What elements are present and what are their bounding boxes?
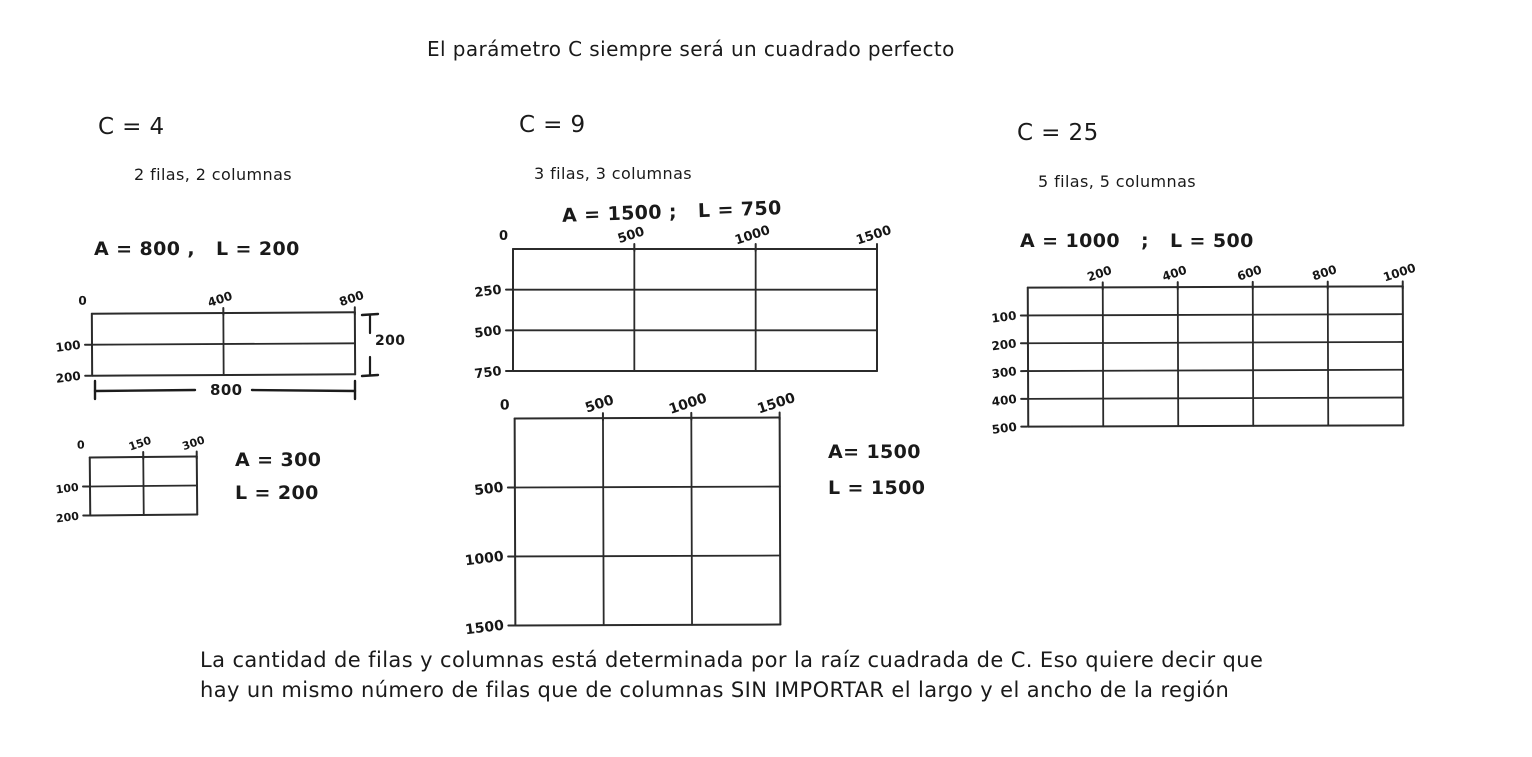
svg-text:1500: 1500	[854, 222, 894, 249]
panel-c4-aside	[235, 449, 321, 504]
grid-svg	[54, 287, 366, 386]
aside-c4-length: L = 200	[235, 482, 319, 504]
panel-c25-subheading: 5 filas, 5 columnas	[1038, 172, 1197, 191]
panel-c4-params: A = 800 , L = 200	[94, 238, 300, 260]
svg-text:200: 200	[990, 336, 1018, 354]
svg-text:250: 250	[473, 282, 503, 301]
svg-text:400: 400	[1160, 262, 1189, 284]
svg-text:1000: 1000	[667, 390, 710, 418]
svg-text:500: 500	[616, 224, 647, 247]
svg-text:100: 100	[54, 337, 82, 355]
footer-line-1: La cantidad de filas y columnas está determinada por la raíz cuadrada de C. Eso quiere decir que	[200, 648, 1264, 672]
panel-c9-subheading: 3 filas, 3 columnas	[534, 164, 693, 183]
svg-text:300: 300	[990, 364, 1018, 382]
svg-text:500: 500	[991, 419, 1018, 437]
svg-text:200: 200	[54, 368, 82, 386]
panel-c9-aside	[828, 441, 925, 499]
svg-text:400: 400	[205, 288, 235, 310]
grid-c9-square	[463, 390, 798, 639]
svg-text:100: 100	[54, 480, 80, 497]
svg-text:400: 400	[990, 391, 1018, 410]
svg-text:100: 100	[990, 308, 1018, 326]
panel-c25-params: A = 1000 ; L = 500	[1020, 230, 1254, 252]
aside-c4-area: A = 300	[235, 449, 322, 471]
svg-text:0: 0	[78, 293, 87, 308]
grid-svg	[990, 260, 1418, 437]
page-title: El parámetro C siempre será un cuadrado perfecto	[427, 37, 955, 61]
svg-text:0: 0	[498, 229, 508, 244]
grid-c25	[990, 260, 1418, 437]
grid-svg	[463, 390, 798, 639]
height-dimension-label: 200	[375, 333, 406, 349]
panel-c25-heading: C = 25	[1017, 120, 1099, 146]
grid-svg	[54, 433, 207, 526]
svg-text:500: 500	[583, 392, 617, 417]
svg-text:300: 300	[180, 433, 207, 454]
panel-c4-heading: C = 4	[98, 114, 165, 140]
svg-text:500: 500	[473, 479, 505, 500]
panel-c4-subheading: 2 filas, 2 columnas	[134, 165, 293, 184]
svg-text:1000: 1000	[1381, 260, 1418, 285]
svg-text:600: 600	[1235, 262, 1264, 284]
svg-text:750: 750	[473, 364, 503, 383]
footer-line-2: hay un mismo número de filas que de columnas SIN IMPORTAR el largo y el ancho de la región	[200, 678, 1230, 702]
svg-text:800: 800	[337, 287, 366, 310]
grid-svg	[473, 222, 894, 383]
panel-c9-heading: C = 9	[519, 112, 586, 138]
svg-text:500: 500	[473, 323, 503, 342]
svg-text:150: 150	[127, 433, 154, 454]
panel-c9-params: A = 1500 ; L = 750	[561, 197, 783, 227]
svg-text:200: 200	[1085, 263, 1114, 285]
width-dimension-marker	[92, 379, 358, 401]
aside-c9-length: L = 1500	[828, 477, 926, 499]
aside-c9-area: A= 1500	[828, 441, 921, 463]
width-dimension-label: 800	[210, 381, 243, 399]
svg-text:1500: 1500	[464, 617, 505, 639]
svg-text:1000: 1000	[733, 222, 773, 249]
svg-text:0: 0	[499, 397, 510, 414]
grid-c4-small	[54, 433, 207, 526]
grid-c4-main	[54, 287, 366, 386]
svg-text:800: 800	[1310, 262, 1339, 284]
svg-text:200: 200	[55, 509, 80, 526]
svg-text:1500: 1500	[755, 390, 798, 418]
grid-c9-wide	[473, 222, 894, 383]
svg-text:1000: 1000	[463, 548, 505, 570]
height-dimension-marker	[357, 311, 406, 381]
footer-note	[200, 645, 1263, 705]
svg-text:0: 0	[76, 438, 85, 452]
